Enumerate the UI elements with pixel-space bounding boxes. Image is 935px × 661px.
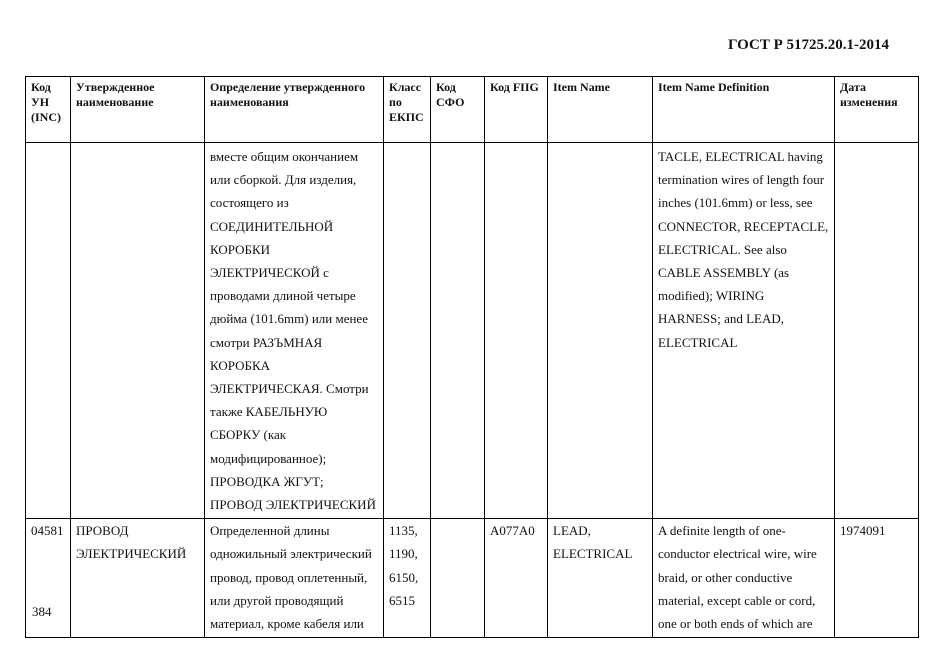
table-header-row xyxy=(26,77,919,143)
cell-item-name xyxy=(548,143,653,519)
header-fiig: Код FIIG xyxy=(485,77,548,143)
cell-item-name: LEAD, ELECTRICAL xyxy=(548,519,653,638)
cell-approved-name: ПРОВОД ЭЛЕКТРИЧЕСКИЙ xyxy=(71,519,205,638)
page-number: 384 xyxy=(32,604,52,619)
document-code: ГОСТ Р 51725.20.1-2014 xyxy=(727,37,889,53)
cell-date xyxy=(835,143,919,519)
cell-definition: Определенной длины одножильный электрический провод, провод оплетенный, или другой проводящий материал, кроме кабеля или xyxy=(205,519,384,638)
cell-item-definition: TACLE, ELECTRICAL having termination wires of length four inches (101.6mm) or less, see CONNECTOR, RECEPTACLE, ELECTRICAL. See also CABLE ASSEMBLY (as modified); WIRING HARNESS; and LEAD, ELECTRICAL xyxy=(653,143,835,519)
cell-date: 1974091 xyxy=(835,519,919,638)
cell-inc xyxy=(26,143,71,519)
cell-class: 1135, 1190, 6150, 6515 xyxy=(384,519,431,638)
cell-sfo xyxy=(431,519,485,638)
header-sfo: Код СФО xyxy=(431,77,485,143)
cell-item-definition: A definite length of one-conductor electrical wire, wire braid, or other conductive material, except cable or cord, one or both ends of which are xyxy=(653,519,835,638)
header-inc: Код УН (INC) xyxy=(26,77,71,143)
header-item-definition: Item Name Definition xyxy=(653,77,835,143)
definitions-table xyxy=(25,76,919,638)
header-date: Дата изменения xyxy=(835,77,919,143)
table-row xyxy=(26,519,919,638)
cell-definition: вместе общим окончанием или сборкой. Для изделия, состоящего из СОЕДИНИТЕЛЬНОЙ КОРОБКИ ЭЛЕКТРИЧЕСКОЙ с проводами длиной четыре дюйма (101.6mm) или менее смотри РАЗЪМНАЯ КОРОБКА ЭЛЕКТРИЧЕСКАЯ. Смотри также КАБЕЛЬНУЮ СБОРКУ (как модифицированное); ПРОВОДКА ЖГУТ; ПРОВОД ЭЛЕКТРИЧЕСКИЙ xyxy=(205,143,384,519)
cell-class xyxy=(384,143,431,519)
table-row xyxy=(26,143,919,519)
cell-inc: 04581 xyxy=(26,519,71,638)
header-item-name: Item Name xyxy=(548,77,653,143)
header-definition: Определение утвержденного наименования xyxy=(205,77,384,143)
header-approved-name: Утвержденное наименование xyxy=(71,77,205,143)
cell-sfo xyxy=(431,143,485,519)
cell-fiig: A077A0 xyxy=(485,519,548,638)
header-class: Класс по ЕКПС xyxy=(384,77,431,143)
cell-fiig xyxy=(485,143,548,519)
cell-approved-name xyxy=(71,143,205,519)
